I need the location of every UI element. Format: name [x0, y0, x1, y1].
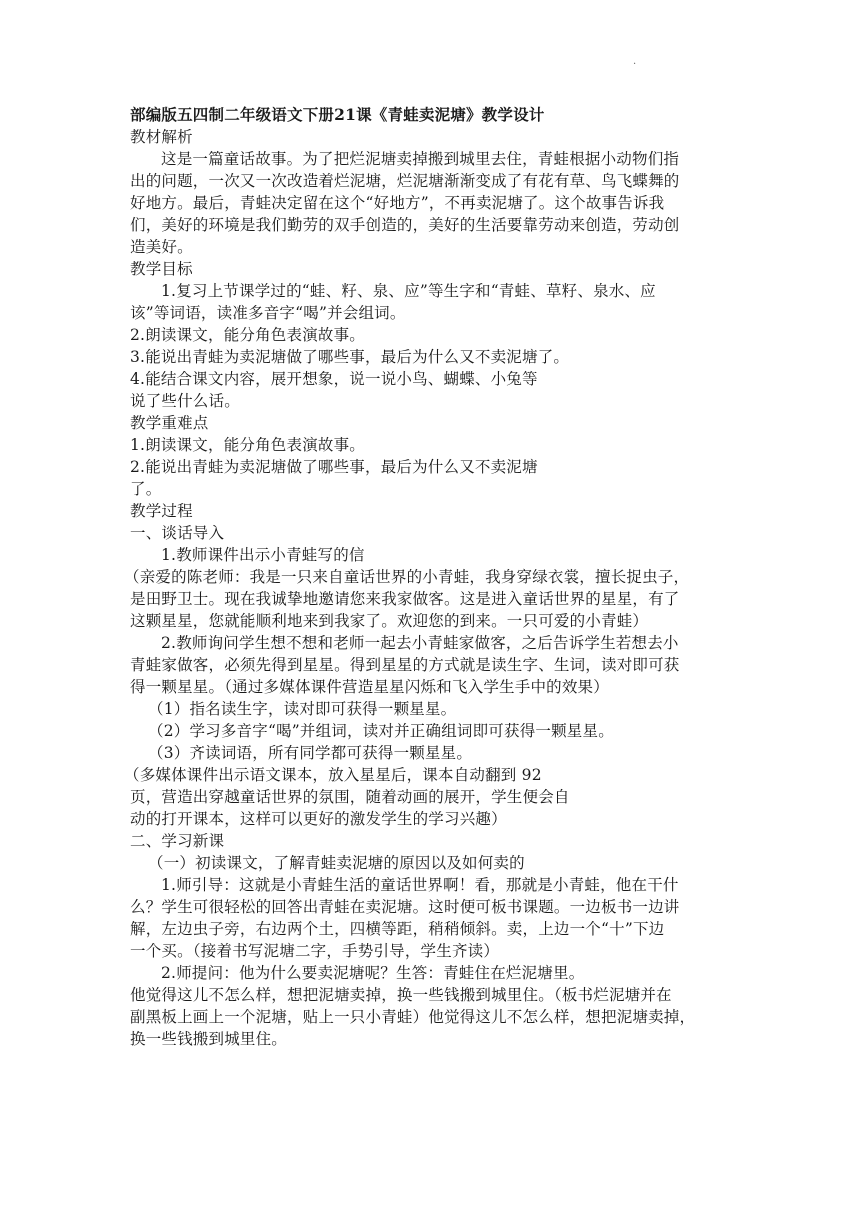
paragraph-line: 青蛙家做客，必须先得到星星。得到星星的方式就是读生字、生词，读对即可获 — [130, 656, 680, 674]
paragraph-line: 副黑板上画上一个泥塘，贴上一只小青蛙）他觉得这儿不怎么样，想把泥塘卖掉， — [130, 1008, 696, 1026]
paragraph-line: 换一些钱搬到城里住。 — [130, 1030, 288, 1048]
paragraph-line: 们，美好的环境是我们勤劳的双手创造的，美好的生活要靠劳动来创造，劳动创 — [130, 216, 680, 234]
paragraph-line: 2.师提问：他为什么要卖泥塘呢？生答：青蛙住在烂泥塘里。 — [161, 964, 585, 982]
paragraph-line: 造美好。 — [130, 238, 193, 256]
paragraph-line: （多媒体课件出示语文课本，放入星星后，课本自动翻到 92 — [124, 766, 542, 784]
paragraph-line: 么？学生可很轻松的回答出青蛙在卖泥塘。这时便可板书课题。一边板书一边讲 — [130, 898, 680, 916]
paragraph-line: 好地方。最后，青蛙决定留在这个“好地方”，不再卖泥塘了。这个故事告诉我 — [130, 194, 665, 212]
paragraph-line: 1.教师课件出示小青蛙写的信 — [161, 546, 365, 564]
paragraph-line: 2.能说出青蛙为卖泥塘做了哪些事，最后为什么又不卖泥塘 — [130, 458, 538, 476]
section-heading: 二、学习新课 — [130, 832, 225, 850]
document-body — [124, 104, 730, 1050]
paragraph-line: 2.教师询问学生想不想和老师一起去小青蛙家做客，之后告诉学生若想去小 — [161, 634, 679, 652]
paragraph-line: 该”等词语，读准多音字“喝”并会组词。 — [130, 304, 406, 322]
paragraph-line: （亲爱的陈老师：我是一只来自童话世界的小青蛙，我身穿绿衣裳，擅长捉虫子， — [124, 568, 690, 586]
paragraph-line: （3）齐读词语，所有同学都可获得一颗星星。 — [148, 744, 473, 762]
paragraph-line: 他觉得这儿不怎么样，想把泥塘卖掉，换一些钱搬到城里住。（板书烂泥塘并在 — [130, 986, 672, 1004]
paragraph-line: （2）学习多音字“喝”并组词，读对并正确组词即可获得一颗星星。 — [148, 722, 614, 740]
paragraph-line: 1.复习上节课学过的“蛙、籽、泉、应”等生字和“青蛙、草籽、泉水、应 — [161, 282, 656, 300]
paragraph-line: 得一颗星星。（通过多媒体课件营造星星闪烁和飞入学生手中的效果） — [130, 678, 609, 696]
paragraph-line: 了。 — [130, 480, 162, 498]
section-heading: 教学重难点 — [130, 414, 209, 432]
subsection-heading: （一）初读课文，了解青蛙卖泥塘的原因以及如何卖的 — [148, 854, 525, 872]
paragraph-line: 这是一篇童话故事。为了把烂泥塘卖掉搬到城里去住，青蛙根据小动物们指 — [161, 150, 680, 168]
paragraph-line: 2.朗读课文，能分角色表演故事。 — [130, 326, 365, 344]
section-heading: 教材解析 — [130, 128, 193, 146]
paragraph-line: 一个买。（接着书写泥塘二字，手势引导，学生齐读） — [130, 942, 500, 960]
paragraph-line: 说了些什么话。 — [130, 392, 240, 410]
section-heading: 教学过程 — [130, 502, 193, 520]
section-heading: 教学目标 — [130, 260, 193, 278]
paragraph-line: 4.能结合课文内容，展开想象，说一说小鸟、蝴蝶、小兔等 — [130, 370, 538, 388]
paragraph-line: 页，营造出穿越童话世界的氛围，随着动画的展开，学生便会自 — [130, 788, 570, 806]
paragraph-line: 1.朗读课文，能分角色表演故事。 — [130, 436, 365, 454]
paragraph-line: 1.师引导：这就是小青蛙生活的童话世界啊！看，那就是小青蛙，他在干什 — [161, 876, 679, 894]
paragraph-line: 动的打开课本，这样可以更好的激发学生的学习兴趣） — [130, 810, 507, 828]
paragraph-line: 3.能说出青蛙为卖泥塘做了哪些事，最后为什么又不卖泥塘了。 — [130, 348, 570, 366]
paragraph-line: 解，左边虫子旁，右边两个土，四横等距，稍稍倾斜。卖，上边一个“十”下边 — [130, 920, 665, 938]
paragraph-line: 出的问题，一次又一次改造着烂泥塘，烂泥塘渐渐变成了有花有草、鸟飞蝶舞的 — [130, 172, 680, 190]
paragraph-line: 是田野卫士。现在我诚挚地邀请您来我家做客。这是进入童话世界的星星，有了 — [130, 590, 680, 608]
document-title: 部编版五四制二年级语文下册21课《青蛙卖泥塘》教学设计 — [130, 105, 545, 124]
header-mark: . — [633, 56, 637, 67]
paragraph-line: 这颗星星，您就能顺利地来到我家了。欢迎您的到来。一只可爱的小青蛙） — [130, 612, 649, 630]
paragraph-line: （1）指名读生字，读对即可获得一颗星星。 — [148, 700, 457, 718]
subsection-heading: 一、谈话导入 — [130, 524, 225, 542]
